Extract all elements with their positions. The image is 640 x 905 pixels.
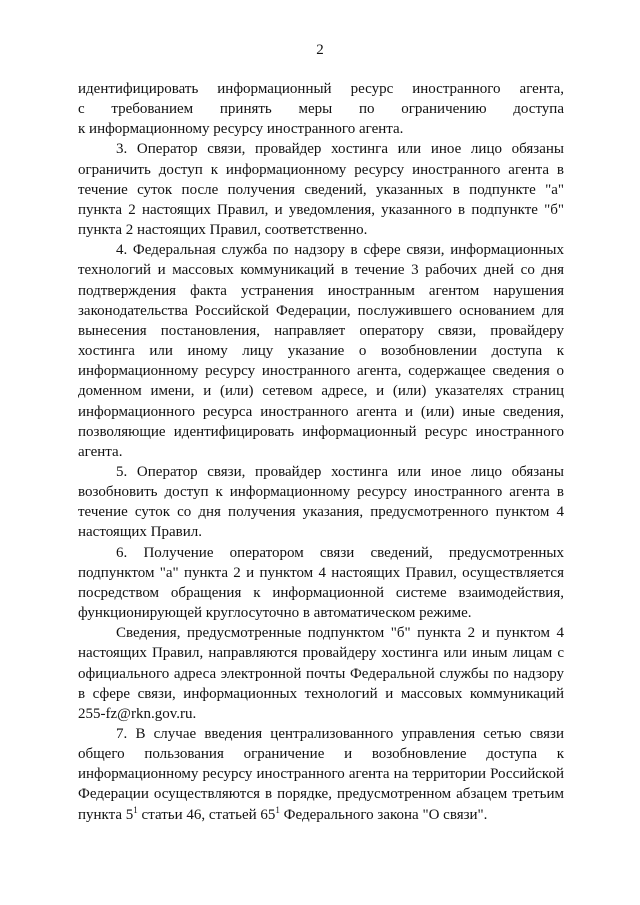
paragraph-text: Федерального закона "О связи".: [279, 806, 488, 823]
paragraph-continuation: [78, 79, 564, 139]
document-body: [78, 79, 564, 825]
paragraph-item-5: 5. Оператор связи, провайдер хостинга или иное лицо обязаны возобновить доступ к информационному ресурсу иностранного агента в течение суток со дня получения указания, предусмотренного пунктом 4 настоящих Правил.: [78, 463, 564, 541]
text-line: к информационному ресурсу иностранного агента.: [78, 121, 404, 138]
paragraph-item-6-second: Сведения, предусмотренные подпунктом "б" пункта 2 и пунктом 4 настоящих Правил, направляются провайдеру хостинга или иным лицам с официального адреса электронной почты Федеральной службы по надзору в сфере связи, информационных технологий и массовых коммуникаций 255-fz@rkn.gov.ru.: [78, 625, 564, 722]
paragraph-item-3: 3. Оператор связи, провайдер хостинга или иное лицо обязаны ограничить доступ к информационному ресурсу иностранного агента в течение суток после получения сведений, указанных в подпункте "а" пункта 2 настоящих Правил, и уведомления, указанного в подпункте "б" пункта 2 настоящих Правил, соответственно.: [78, 141, 564, 239]
superscript: 1: [133, 804, 138, 815]
paragraph-text: 7. В случае введения централизованного управления сетью связи общего пользования ограничение и возобновление доступа к информационному ресурсу иностранного агента на территории Российской Федерации осуществляются в порядке, предусмотренном абзацем третьим пункта 5: [78, 726, 564, 823]
page-number: 2: [316, 42, 324, 58]
paragraph-item-4: 4. Федеральная служба по надзору в сфере связи, информационных технологий и массовых коммуникаций в течение 3 рабочих дней со дня подтверждения факта устранения иностранным агентом нарушения законодательства Российской Федерации, послужившего основанием для вынесения постановления, направляет оператору связи, провайдеру хостинга или иному лицу указание о возобновлении доступа к информационному ресурсу иностранного агента, содержащее сведения о доменном имени, и (или) сетевом адресе, и (или) указателях страниц информационного ресурса иностранного агента и (или) иные сведения, позволяющие идентифицировать информационный ресурс иностранного агента.: [78, 242, 564, 460]
text-line: идентифицировать информационный ресурс иностранного агента,: [78, 81, 564, 97]
paragraph-item-6: 6. Получение оператором связи сведений, предусмотренных подпунктом "а" пункта 2 и пунктом 4 настоящих Правил, осуществляется посредством обращения к информационной системе взаимодействия, функционирующей круглосуточно в автоматическом режиме.: [78, 544, 564, 622]
paragraph-item-7: [78, 724, 564, 825]
superscript: 1: [275, 804, 280, 815]
text-line: с требованием принять меры по ограничению доступа: [78, 101, 564, 118]
paragraph-text: статьи 46, статьей 65: [137, 806, 276, 823]
